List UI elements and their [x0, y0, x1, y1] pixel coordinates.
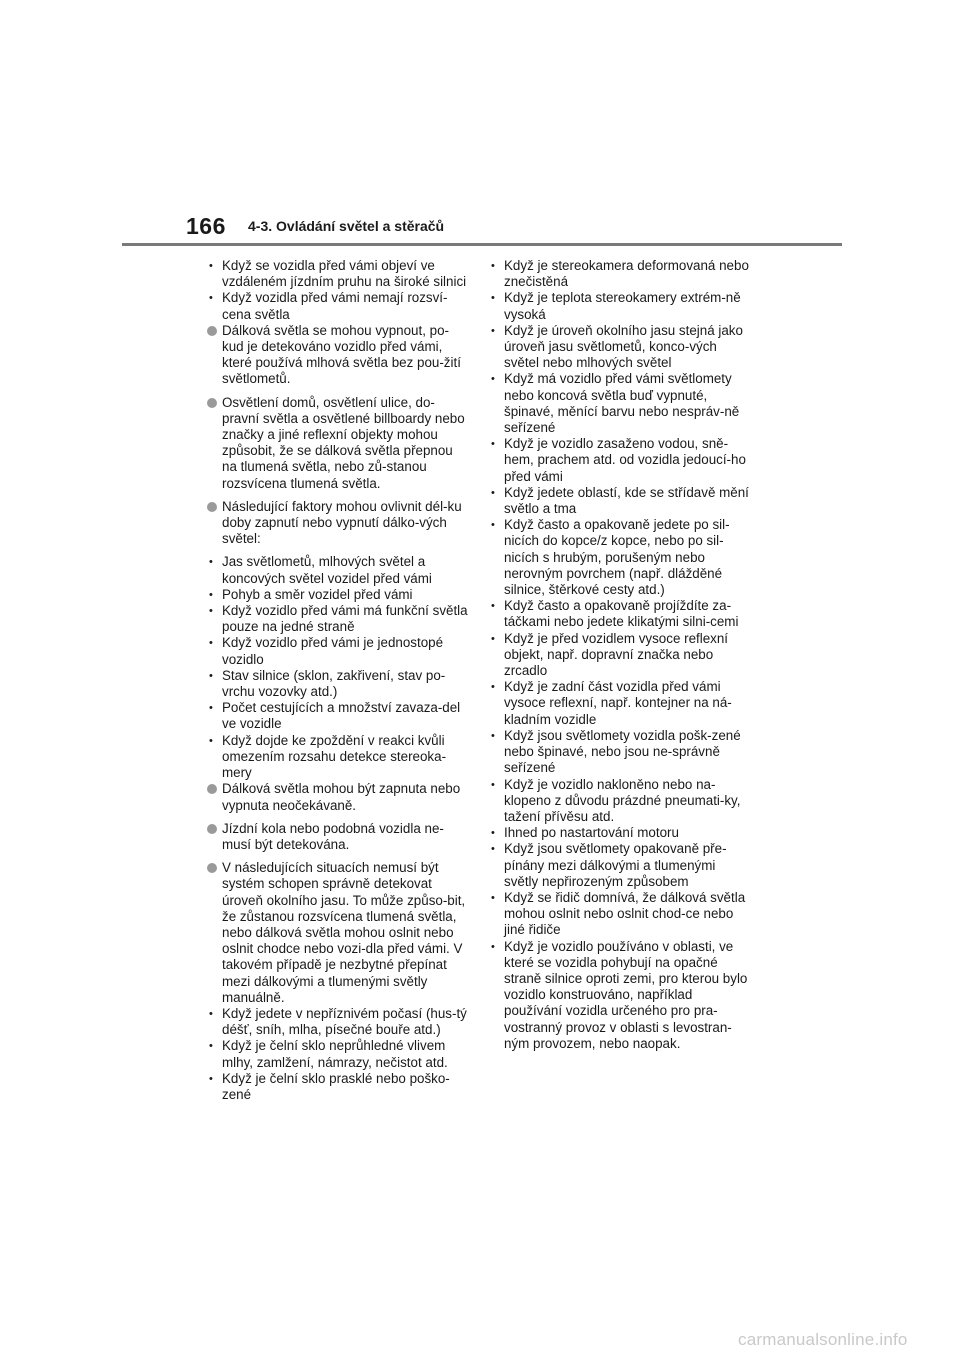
bullet-item: • Když je vozidlo používáno v oblasti, ve které se vozidla pohybují na opačné straně silnice oproti zemi, pro kterou bylo vozidlo konstruováno, například používání vozidla určeného pro pra-vostranný provoz v oblasti s levostran-ným provozem, nebo naopak.	[489, 939, 753, 1052]
note-text: V následujících situacích nemusí být systém schopen správně detekovat úroveň okolního jasu. To může způso-bit, že zůstanou rozsvícena tlumená světla, nebo dálková světla mohou oslnit nebo oslnit chodce nebo vozi-dla před vámi. V takovém případě je nezbytné přepínat mezi dálkovými a tlumenými světly manuálně.	[222, 860, 466, 1005]
section-title: 4-3. Ovládání světel a stěračů	[248, 218, 445, 234]
bullet-item: • Když se řidič domnívá, že dálková světla mohou oslnit nebo oslnit chod-ce nebo jiné řidiče	[489, 890, 753, 939]
circle-bullet-icon	[207, 502, 217, 512]
note-text: Dálková světla se mohou vypnout, po-kud je detekováno vozidlo před vámi, které používá mlhová světla bez pou-žití světlometů.	[222, 322, 461, 387]
bullet-item: • Když je stereokamera deformovaná nebo znečistěná	[489, 258, 753, 290]
right-column	[489, 258, 753, 1052]
bullet-item: • Když vozidlo před vámi je jednostopé vozidlo	[207, 635, 469, 667]
bullet-item: • Pohyb a směr vozidel před vámi	[207, 587, 469, 603]
bullet-item: • Když vozidlo před vámi má funkční světla pouze na jedné straně	[207, 603, 469, 635]
bullet-item: • Když je před vozidlem vysoce reflexní objekt, např. dopravní značka nebo zrcadlo	[489, 631, 753, 680]
site-watermark: carmanualsonline.info	[738, 1330, 908, 1349]
note-item	[207, 860, 469, 1006]
bullet-item: • Když je čelní sklo prasklé nebo poško-zené	[207, 1071, 469, 1103]
note-text: Osvětlení domů, osvětlení ulice, do-pravní světla a osvětlené billboardy nebo značky a jiné reflexní objekty mohou způsobit, že se dálková světla přepnou na tlumená světla, nebo zů-stanou rozsvícena tlumená světla.	[222, 394, 465, 491]
bullet-item: • Stav silnice (sklon, zakřivení, stav po-vrchu vozovky atd.)	[207, 668, 469, 700]
note-item	[207, 395, 469, 492]
right-bullet-list	[489, 258, 753, 1052]
page-number: 166	[186, 213, 226, 239]
circle-bullet-icon	[207, 824, 217, 834]
bullet-item: • Když je zadní část vozidla před vámi vysoce reflexní, např. kontejner na ná-kladním vozidle	[489, 679, 753, 728]
bullet-item: • Když je vozidlo nakloněno nebo na-klopeno z důvodu prázdné pneumati-ky, tažení přívěsu atd.	[489, 777, 753, 826]
bullet-item: • Když má vozidlo před vámi světlomety nebo koncová světla buď vypnuté, špinavé, měnící barvu nebo nespráv-ně seřízené	[489, 371, 753, 436]
bullet-item: • Když vozidla před vámi nemají rozsví-cena světla	[207, 290, 469, 322]
factor-bullet-list	[207, 554, 469, 781]
bullet-item: • Když je úroveň okolního jasu stejná jako úroveň jasu světlometů, konco-vých světel nebo mlhových světel	[489, 323, 753, 372]
circle-bullet-icon	[207, 863, 217, 873]
left-column	[207, 258, 469, 1103]
bullet-item: • Když je čelní sklo neprůhledné vlivem mlhy, zamlžení, námrazy, nečistot atd.	[207, 1038, 469, 1070]
bullet-item: • Ihned po nastartování motoru	[489, 825, 753, 841]
note-item	[207, 821, 469, 853]
note-text: Následující faktory mohou ovlivnit dél-ku doby zapnutí nebo vypnutí dálko-vých světel:	[222, 498, 462, 547]
bullet-item: • Jas světlometů, mlhových světel a koncových světel vozidel před vámi	[207, 554, 469, 586]
bullet-item: • Když jsou světlomety opakovaně pře-pínány mezi dálkovými a tlumenými světly nepřirozeným způsobem	[489, 841, 753, 890]
bullet-item: • Když jsou světlomety vozidla pošk-zené nebo špinavé, nebo jsou ne-správně seřízené	[489, 728, 753, 777]
bullet-item: • Když jedete oblastí, kde se střídavě mění světlo a tma	[489, 485, 753, 517]
note-text: Dálková světla mohou být zapnuta nebo vypnuta neočekávaně.	[222, 781, 461, 813]
bullet-item: • Když často a opakovaně jedete po sil-nicích do kopce/z kopce, nebo po sil-nicích s hrubým, porušeným nebo nerovným povrchem (např. dlážděné silnice, štěrkové cesty atd.)	[489, 517, 753, 598]
intro-bullet-list	[207, 258, 469, 323]
bullet-item: • Když je vozidlo zasaženo vodou, sně-hem, prachem atd. od vozidla jedoucí-ho před vámi	[489, 436, 753, 485]
circle-bullet-icon	[207, 398, 217, 408]
note-item	[207, 499, 469, 548]
bullet-item: • Když se vozidla před vámi objeví ve vzdáleném jízdním pruhu na široké silnici	[207, 258, 469, 290]
bullet-item: • Když jedete v nepříznivém počasí (hus-tý déšť, sníh, mlha, písečné bouře atd.)	[207, 1006, 469, 1038]
note-item	[207, 323, 469, 388]
circle-bullet-icon	[207, 784, 217, 794]
note-text: Jízdní kola nebo podobná vozidla ne-musí být detekována.	[222, 820, 444, 852]
bullet-item: • Když často a opakovaně projíždíte za-táčkami nebo jedete klikatými silni-cemi	[489, 598, 753, 630]
circle-bullet-icon	[207, 326, 217, 336]
bullet-item: • Když dojde ke zpoždění v reakci kvůli omezením rozsahu detekce stereoka-mery	[207, 733, 469, 782]
bullet-item: • Když je teplota stereokamery extrém-ně vysoká	[489, 290, 753, 322]
bullet-item: • Počet cestujících a množství zavaza-del ve vozidle	[207, 700, 469, 732]
header-divider	[122, 243, 842, 246]
situation-bullet-list	[207, 1006, 469, 1103]
note-item	[207, 781, 469, 813]
